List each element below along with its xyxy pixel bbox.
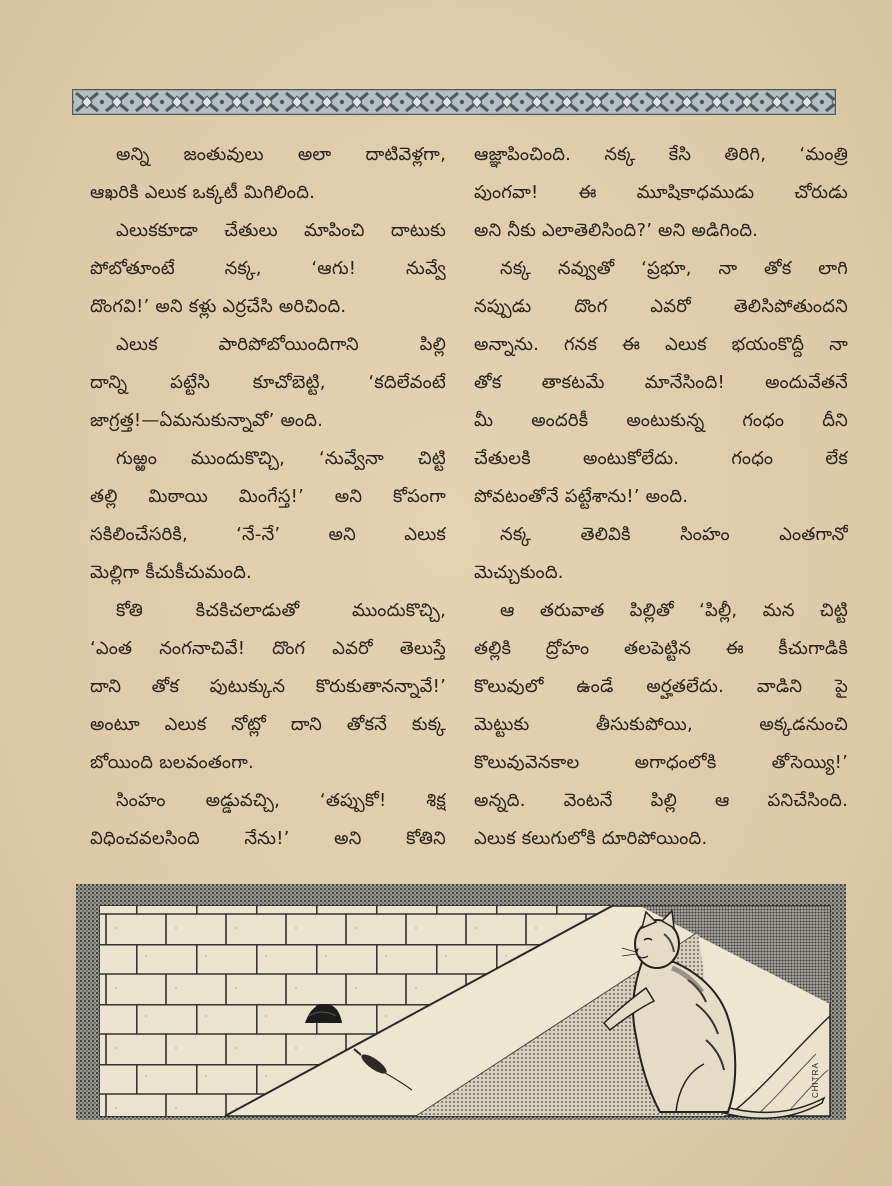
text-line: తోక తాకటమే మానేసింది! అందువేతనే <box>474 372 848 393</box>
text-line: ఎలుక కలుగులోకి దూరిపోయింది. <box>474 828 708 849</box>
text-line: ఎలుక పారిపోబోయిందిగాని పిల్లి <box>116 334 446 355</box>
text-line: సకిలించేసరికి, ‘నే-నే’ అని ఎలుక <box>90 524 446 545</box>
text-line: ఆజ్ఞాపించింది. నక్క కేసి తిరిగి, ‘మంత్రి <box>474 144 848 165</box>
text-line: కోతి కిచకిచలాడుతో ముందుకొచ్చి, <box>116 600 446 621</box>
text-line: జాగ్రత్త!—ఏమనుకున్నావో’ అంది. <box>90 410 324 431</box>
story-illustration <box>76 884 846 1120</box>
text-line: మెట్టుకు తీసుకుపోయి, అక్కడనుంచి <box>474 714 848 735</box>
text-line: సింహం అడ్డువచ్చి, ‘తప్పుకో! శిక్ష <box>116 790 446 811</box>
right-column <box>474 136 848 858</box>
paragraph <box>474 136 848 250</box>
text-line: కొలువులో ఉండే అర్హతలేదు. వాడిని పై <box>474 676 848 697</box>
paragraph <box>90 212 446 326</box>
text-line: దాన్ని పట్టేసి కూచోబెట్టి, ‘కదిలేవంటే <box>90 372 446 393</box>
text-line: మెల్లిగా కీచుకీచుమంది. <box>90 562 252 583</box>
text-line: విధించవలసింది నేను!’ అని కోతిని <box>90 828 446 849</box>
text-line: పోబోతూంటే నక్క, ‘ఆగు! నువ్వే <box>90 258 446 279</box>
paragraph <box>90 136 446 212</box>
text-line: మెచ్చుకుంది. <box>474 562 564 583</box>
text-line: ఎలుకకూడా చేతులు మాపించి దాటుకు <box>116 220 446 241</box>
artist-signature <box>811 1062 820 1098</box>
text-line: అంటూ ఎలుక నోట్లో దాని తోకనే కుక్క <box>90 714 446 735</box>
text-line: తల్లి మిఠాయి మింగేస్త!’ అని కోపంగా <box>90 486 446 507</box>
signature-text: CHITRA <box>811 1062 820 1098</box>
paragraph <box>474 250 848 516</box>
paragraph <box>90 326 446 440</box>
paragraph <box>90 440 446 592</box>
text-line: ఆ తరువాత పిల్లితో ‘పిల్లీ, మన చిట్టి <box>500 600 848 621</box>
text-line: పోవటంతోనే పట్టేశాను!’ అంది. <box>474 486 689 507</box>
text-line: ఆఖరికి ఎలుక ఒక్కటీ మిగిలింది. <box>90 182 316 203</box>
text-line: అన్నాను. గనక ఈ ఎలుక భయంకొద్దీ నా <box>474 334 848 355</box>
text-line: అన్ని జంతువులు అలా దాటివెళ్లగా, <box>116 144 446 165</box>
text-line: అని నీకు ఎలాతెలిసింది?’ అని అడిగింది. <box>474 220 759 241</box>
paragraph <box>90 592 446 782</box>
text-line: అన్నది. వెంటనే పిల్లి ఆ పనిచేసింది. <box>474 790 848 811</box>
paragraph <box>90 782 446 858</box>
text-line: నక్క తెలివికి సింహం ఎంతగానో <box>500 524 848 545</box>
text-line: చేతులకి అంటుకోలేదు. గంధం లేక <box>474 448 848 469</box>
text-line: మీ అందరికీ అంటుకున్న గంధం దీని <box>474 410 848 431</box>
text-line: పుంగవా! ఈ మూషికాధముడు చోరుడు <box>474 182 848 203</box>
text-line: నక్క నవ్వుతో ‘ప్రభూ, నా తోక లాగి <box>500 258 848 279</box>
paragraph <box>474 516 848 592</box>
text-line: దొంగవి!’ అని కళ్లు ఎర్రచేసి అరిచింది. <box>90 296 347 317</box>
text-line: నప్పుడు దొంగ ఎవరో తెలిసిపోతుందని <box>474 296 848 317</box>
left-column <box>90 136 446 858</box>
text-line: తల్లికి ద్రోహం తలపెట్టిన ఈ కీచుగాడికి <box>474 638 848 659</box>
paragraph <box>474 592 848 858</box>
text-line: దాని తోక పుటుక్కున కొరుకుతానన్నావే!’ <box>90 676 446 697</box>
decorative-border-strip <box>72 89 836 115</box>
text-line: ‘ఎంత నంగనాచివే! దొంగ ఎవరో తెలుస్తే <box>90 638 446 659</box>
text-line: గుఱ్ఱం ముందుకొచ్చి, ‘నువ్వేనా చిట్టి <box>116 448 446 469</box>
text-line: కొలువువెనకాల అగాధంలోకి తోసెయ్యి!’ <box>474 752 848 773</box>
text-line: బోయింది బలవంతంగా. <box>90 752 254 773</box>
